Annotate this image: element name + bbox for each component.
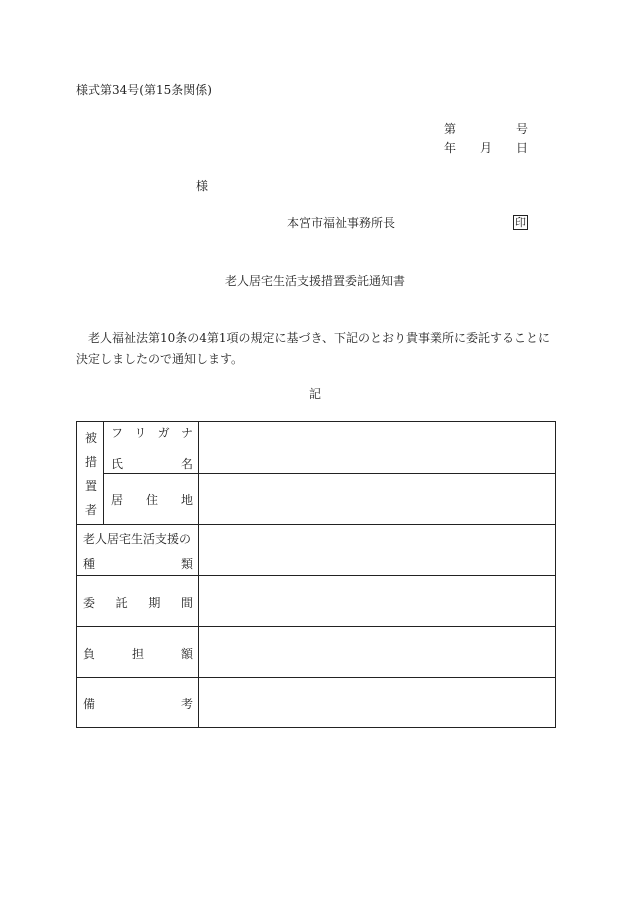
subject-label-1: 被 — [85, 431, 98, 445]
burden-label: 負 担 額 — [83, 647, 193, 661]
number-prefix: 第 — [444, 122, 457, 136]
document-number — [444, 123, 528, 137]
issue-date — [444, 142, 528, 156]
document-title: 老人居宅生活支援措置委託通知書 — [224, 274, 405, 288]
row-line-period — [77, 575, 555, 576]
form-number: 様式第34号(第15条関係) — [76, 83, 212, 97]
ki-heading: 記 — [308, 387, 321, 401]
name-label: 氏 名 — [111, 457, 193, 471]
subject-label-2: 措 — [85, 455, 98, 469]
details-table — [76, 421, 556, 728]
number-suffix: 号 — [515, 122, 528, 136]
addressee-honorific: 様 — [196, 179, 209, 193]
subject-label-4: 者 — [85, 503, 98, 517]
subject-label-3: 置 — [85, 479, 98, 493]
row-line-service — [77, 524, 555, 525]
address-label: 居 住 地 — [111, 493, 193, 507]
furigana-label: フ リ ガ ナ — [111, 426, 193, 440]
service-type-label-line1: 老人居宅生活支援の — [83, 532, 192, 546]
remarks-label: 備 考 — [83, 697, 193, 711]
service-type-label-line2: 種 類 — [83, 557, 193, 571]
date-day: 日 — [515, 141, 528, 155]
row-line-burden — [77, 626, 555, 627]
issuer-title: 本宮市福祉事務所長 — [287, 216, 396, 230]
body-text: 老人福祉法第10条の4第1項の規定に基づき、下記のとおり貴事業所に委託することに決定しましたので通知します。 — [76, 331, 551, 366]
row-line-address — [103, 473, 555, 474]
seal-mark: 印 — [515, 216, 526, 229]
date-month: 月 — [480, 141, 493, 155]
date-year: 年 — [444, 141, 457, 155]
period-label: 委 託 期 間 — [83, 596, 193, 610]
row-line-remarks — [77, 677, 555, 678]
